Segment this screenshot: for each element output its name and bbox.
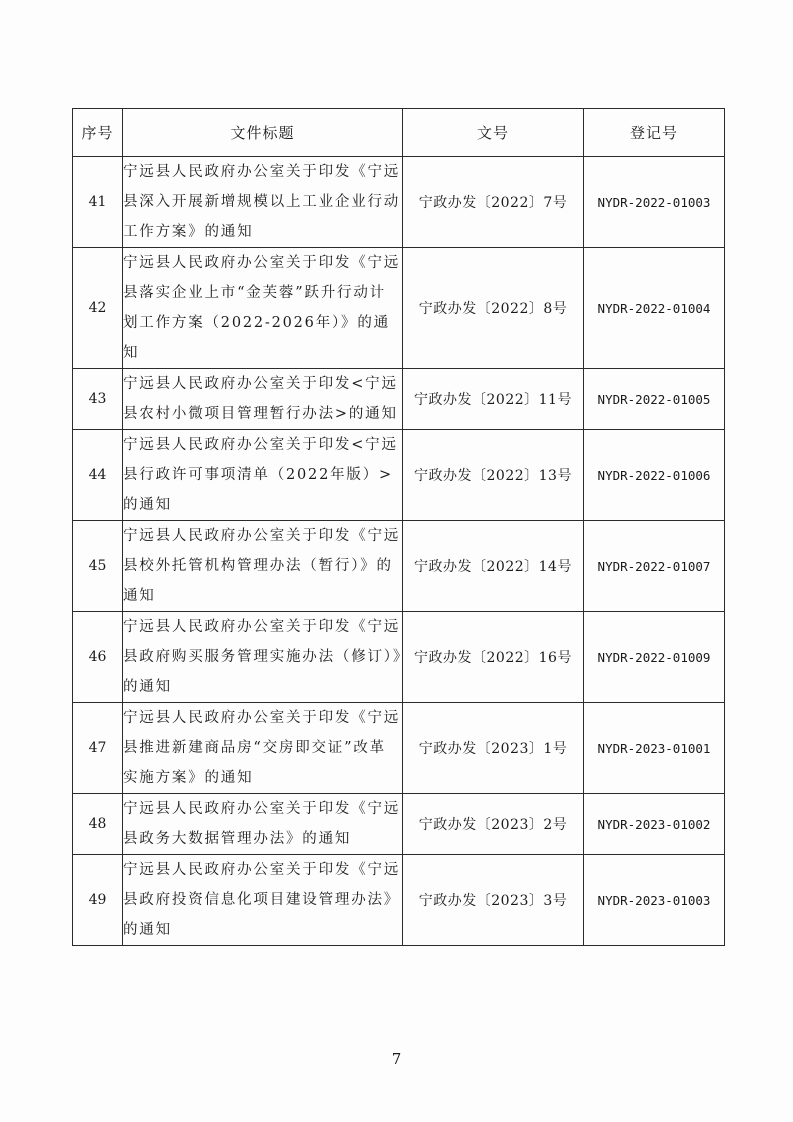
row-seq: 49 — [73, 855, 123, 946]
header-reg-number: 登记号 — [584, 109, 725, 157]
row-seq: 41 — [73, 157, 123, 248]
table-row — [73, 369, 725, 430]
row-seq: 43 — [73, 369, 123, 430]
row-doc-number: 宁政办发〔2023〕2号 — [403, 794, 584, 855]
row-seq: 48 — [73, 794, 123, 855]
table-row — [73, 612, 725, 703]
row-seq: 47 — [73, 703, 123, 794]
row-doc-number: 宁政办发〔2023〕1号 — [403, 703, 584, 794]
row-title: 宁远县人民政府办公室关于印发《宁远县校外托管机构管理办法（暂行）》的通知 — [123, 521, 403, 612]
header-doc-number: 文号 — [403, 109, 584, 157]
row-title: 宁远县人民政府办公室关于印发《宁远县推进新建商品房“交房即交证”改革实施方案》的通知 — [123, 703, 403, 794]
header-title: 文件标题 — [123, 109, 403, 157]
row-doc-number: 宁政办发〔2022〕16号 — [403, 612, 584, 703]
row-doc-number: 宁政办发〔2022〕13号 — [403, 430, 584, 521]
document-list-table — [72, 108, 725, 946]
row-seq: 46 — [73, 612, 123, 703]
row-reg-number: NYDR-2022-01009 — [584, 612, 725, 703]
table-row — [73, 248, 725, 369]
table-row — [73, 430, 725, 521]
table-header-row — [73, 109, 725, 157]
row-title: 宁远县人民政府办公室关于印发《宁远县政府投资信息化项目建设管理办法》的通知 — [123, 855, 403, 946]
table-row — [73, 794, 725, 855]
row-reg-number: NYDR-2022-01004 — [584, 248, 725, 369]
row-title: 宁远县人民政府办公室关于印发《宁远县政府购买服务管理实施办法（修订）》的通知 — [123, 612, 403, 703]
table-row — [73, 157, 725, 248]
row-reg-number: NYDR-2023-01003 — [584, 855, 725, 946]
row-doc-number: 宁政办发〔2022〕8号 — [403, 248, 584, 369]
table-row — [73, 703, 725, 794]
row-reg-number: NYDR-2023-01001 — [584, 703, 725, 794]
row-title: 宁远县人民政府办公室关于印发《宁远县落实企业上市“金芙蓉”跃升行动计划工作方案（2022-2026年）》的通知 — [123, 248, 403, 369]
row-reg-number: NYDR-2022-01007 — [584, 521, 725, 612]
row-doc-number: 宁政办发〔2023〕3号 — [403, 855, 584, 946]
row-reg-number: NYDR-2022-01006 — [584, 430, 725, 521]
row-doc-number: 宁政办发〔2022〕11号 — [403, 369, 584, 430]
row-title: 宁远县人民政府办公室关于印发<宁远县农村小微项目管理暂行办法>的通知 — [123, 369, 403, 430]
page-number: 7 — [391, 1050, 402, 1068]
row-reg-number: NYDR-2022-01005 — [584, 369, 725, 430]
table-row — [73, 855, 725, 946]
row-reg-number: NYDR-2022-01003 — [584, 157, 725, 248]
row-reg-number: NYDR-2023-01002 — [584, 794, 725, 855]
row-title: 宁远县人民政府办公室关于印发《宁远县深入开展新增规模以上工业企业行动工作方案》的通知 — [123, 157, 403, 248]
row-doc-number: 宁政办发〔2022〕14号 — [403, 521, 584, 612]
row-title: 宁远县人民政府办公室关于印发<宁远县行政许可事项清单（2022年版）>的通知 — [123, 430, 403, 521]
row-seq: 44 — [73, 430, 123, 521]
row-doc-number: 宁政办发〔2022〕7号 — [403, 157, 584, 248]
row-seq: 45 — [73, 521, 123, 612]
row-title: 宁远县人民政府办公室关于印发《宁远县政务大数据管理办法》的通知 — [123, 794, 403, 855]
table-row — [73, 521, 725, 612]
row-seq: 42 — [73, 248, 123, 369]
header-seq: 序号 — [73, 109, 123, 157]
